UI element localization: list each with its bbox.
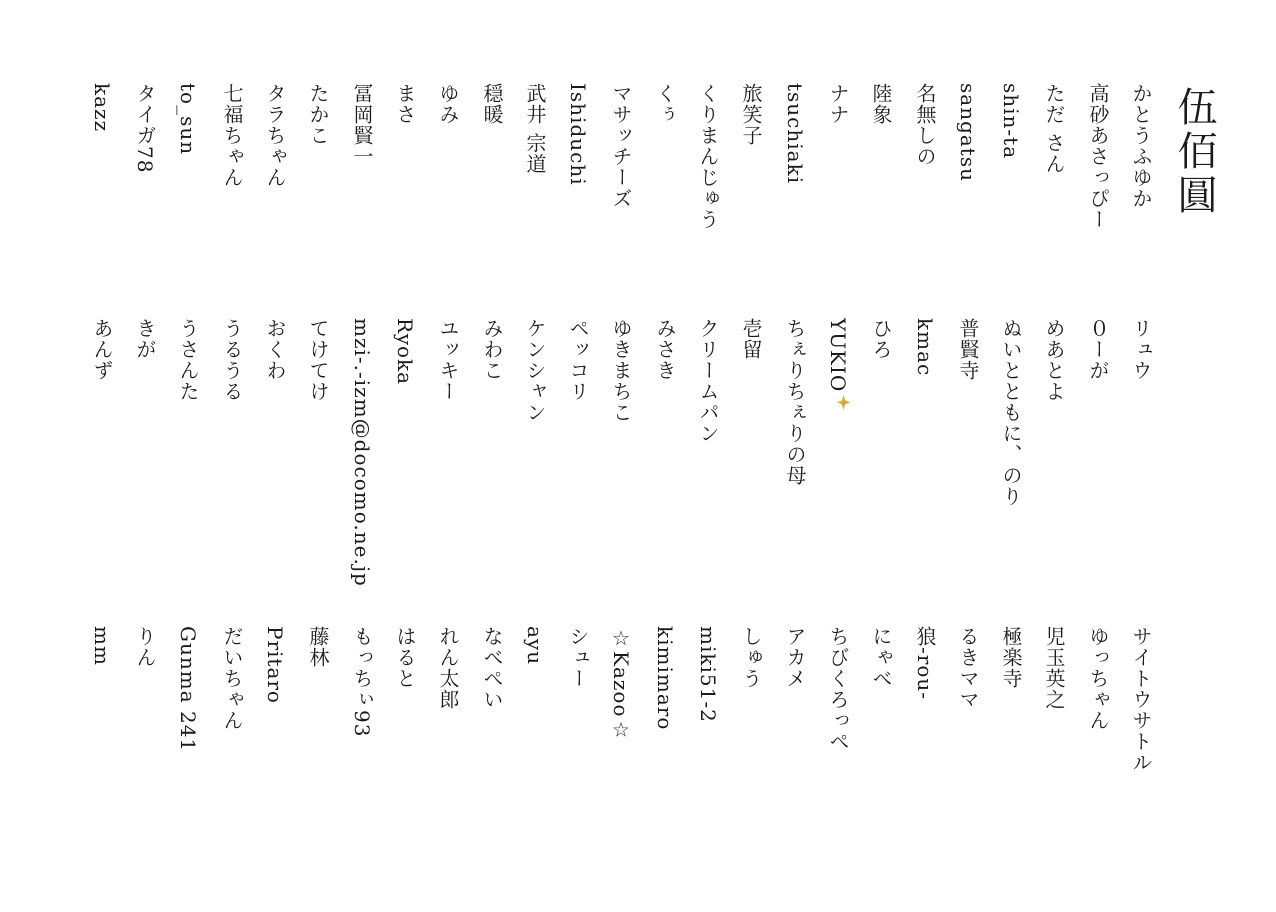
name-entry: to_sun <box>176 83 200 156</box>
name-entry: ☆Kazoo☆ <box>609 626 633 743</box>
name-entry: くぅ <box>653 83 677 125</box>
name-entry: 穏暖 <box>480 83 504 125</box>
name-entry: ０ーが <box>1086 318 1110 381</box>
name-entry: もっちぃ93 <box>350 626 374 738</box>
name-entry: Pritaro <box>263 626 287 704</box>
name-entry: まさ <box>393 83 417 125</box>
name-entry: シュー <box>566 626 590 689</box>
name-entry: miki51-2 <box>696 626 720 723</box>
name-entry: ユッキー <box>436 318 460 402</box>
name-entry: ケンシャン <box>523 318 547 423</box>
name-entry: ナナ <box>826 83 850 125</box>
name-entry: 名無しの <box>913 83 937 167</box>
name-entry: 武井 宗道 <box>523 83 547 175</box>
name-entry: YUKIO <box>825 318 851 410</box>
name-entry: kazz <box>90 83 114 133</box>
name-entry: みさき <box>653 318 677 381</box>
name-entry: しゅう <box>739 626 763 689</box>
name-entry: タイガ78 <box>133 83 157 174</box>
name-entry: くりまんじゅう <box>696 83 720 230</box>
name-entry: うるうる <box>220 318 244 402</box>
name-entry: 極楽寺 <box>999 626 1023 689</box>
name-entry: れん太郎 <box>436 626 460 710</box>
name-entry: 七福ちゃん <box>220 83 244 188</box>
name-entry: るきママ <box>956 626 980 710</box>
name-entry: リュウ <box>1129 318 1153 381</box>
name-entry: 壱留 <box>739 318 763 360</box>
name-entry: ちびくろっぺ <box>826 626 850 752</box>
name-entry: shin-ta <box>999 83 1023 160</box>
name-entry: tsuchiaki <box>783 83 807 185</box>
name-entry: うさんた <box>176 318 200 402</box>
sparkle-icon <box>837 394 851 410</box>
name-entry: 陸象 <box>869 83 893 125</box>
name-entry: 児玉英之 <box>1042 626 1066 710</box>
name-entry: mm <box>90 626 114 666</box>
name-entry: Ishiduchi <box>566 83 590 186</box>
name-entry: ゆきまちこ <box>609 318 633 423</box>
name-entry: みわこ <box>480 318 504 381</box>
name-entry: ただ さん <box>1042 83 1066 175</box>
name-entry: めあとよ <box>1042 318 1066 402</box>
name-entry: アカメ <box>783 626 807 689</box>
name-entry: Gunma 241 <box>176 626 200 753</box>
name-entry: kmac <box>913 318 937 377</box>
name-entry: kimimaro <box>653 626 677 731</box>
name-entry: ぬいとともに、のり <box>999 318 1023 507</box>
name-entry: ちぇりちぇりの母 <box>783 318 807 486</box>
name-entry: 旅笑子 <box>739 83 763 146</box>
name-entry: ゆっちゃん <box>1086 626 1110 731</box>
name-entry: あんず <box>90 318 114 381</box>
name-entry: ayu <box>523 626 547 666</box>
name-entry: ひろ <box>869 318 893 360</box>
name-entry: にゃべ <box>869 626 893 689</box>
name-entry: りん <box>133 626 157 668</box>
page-title: 伍佰圓 <box>1171 86 1217 218</box>
name-entry: 高砂あさっぴー <box>1086 83 1110 230</box>
name-entry: てけてけ <box>306 318 330 402</box>
name-entry: 藤林 <box>306 626 330 668</box>
name-entry: マサッチーズ <box>609 83 633 209</box>
name-entry: 狼-rou- <box>913 626 937 700</box>
name-entry: ゆみ <box>436 83 460 125</box>
name-entry: かとうふゆか <box>1129 83 1153 209</box>
name-entry: おくわ <box>263 318 287 381</box>
name-entry: ペッコリ <box>566 318 590 402</box>
name-entry: sangatsu <box>956 83 980 182</box>
name-entry: mzi-.-izm@docomo.ne.jp <box>350 318 374 587</box>
name-entry: 冨岡賢一 <box>350 83 374 167</box>
name-entry: Ryoka <box>393 318 417 386</box>
name-entry: なべぺい <box>480 626 504 710</box>
name-entry: クリームパン <box>696 318 720 444</box>
name-entry: きが <box>133 318 157 360</box>
name-entry: たかこ <box>306 83 330 146</box>
name-entry: サイトウサトル <box>1129 626 1153 773</box>
name-entry: 普賢寺 <box>956 318 980 381</box>
name-entry: はると <box>393 626 417 689</box>
name-entry: タラちゃん <box>263 83 287 188</box>
name-entry: だいちゃん <box>220 626 244 731</box>
